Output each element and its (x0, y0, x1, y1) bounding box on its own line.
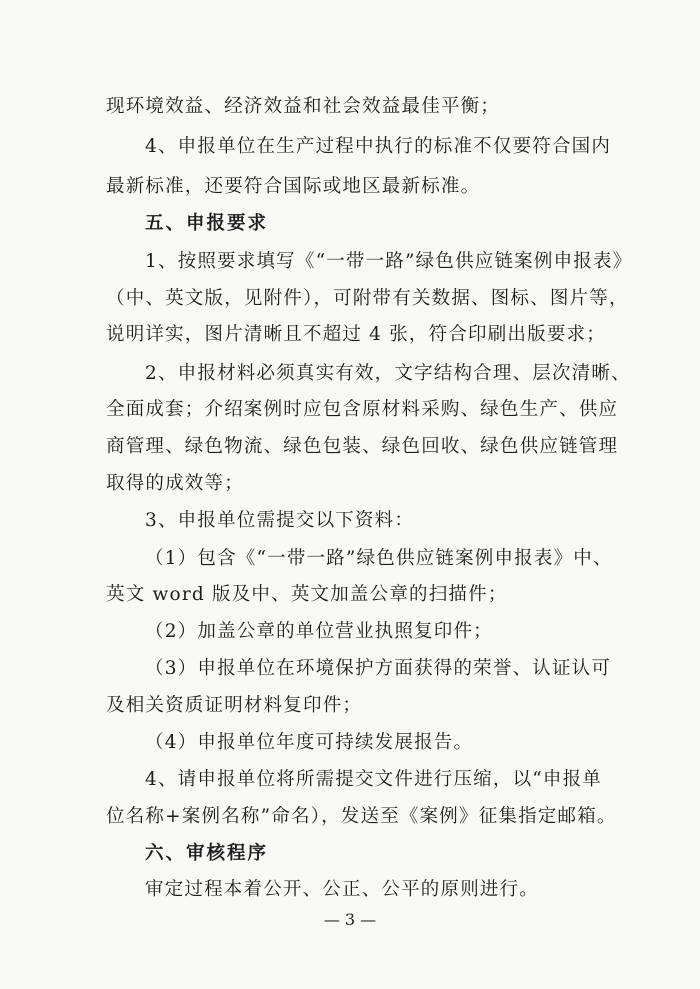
text-line-1: 现环境效益、经济效益和社会效益最佳平衡； (106, 96, 501, 117)
text-line-2: 4、申报单位在生产过程中执行的标准不仅要符合国内 (145, 136, 612, 157)
text-line-3: 最新标准，还要符合国际或地区最新标准。 (106, 176, 481, 197)
text-line-17: 及相关资质证明材料复印件； (106, 695, 363, 716)
text-line-20: 位名称+案例名称”命名），发送至《案例》征集指定邮箱。 (106, 806, 617, 827)
text-line-11: 取得的成效等； (106, 473, 244, 494)
text-line-13: （1）包含《“一带一路”绿色供应链案例申报表》中、 (145, 548, 613, 569)
text-line-15: （2）加盖公章的单位营业执照复印件； (145, 621, 493, 642)
text-line-14: 英文 word 版及中、英文加盖公章的扫描件； (106, 584, 508, 605)
text-line-16: （3）申报单位在环境保护方面获得的荣誉、认证认可 (145, 658, 612, 679)
text-line-9: 全面成套；介绍案例时应包含原材料采购、绿色生产、供应 (106, 399, 619, 420)
text-line-8: 2、申报材料必须真实有效，文字结构合理、层次清晰、 (145, 363, 631, 384)
text-line-19: 4、请申报单位将所需提交文件进行压缩，以“申报单 (145, 769, 603, 790)
text-line-7: 说明详实，图片清晰且不超过 4 张，符合印刷出版要求； (106, 324, 606, 345)
text-line-12: 3、申报单位需提交以下资料： (145, 510, 415, 531)
section-heading-5: 五、申报要求 (145, 213, 269, 234)
text-line-22: 审定过程本着公开、公正、公平的原则进行。 (145, 879, 540, 900)
text-line-5: 1、按照要求填写《“一带一路”绿色供应链案例申报表》 (145, 251, 633, 272)
section-heading-6: 六、审核程序 (145, 843, 269, 864)
text-line-18: （4）申报单位年度可持续发展报告。 (145, 732, 474, 753)
text-line-6: （中、英文版，见附件），可附带有关数据、图标、图片等， (106, 288, 629, 309)
page-number: — 3 — (323, 910, 377, 929)
text-line-10: 商管理、绿色物流、绿色包装、绿色回收、绿色供应链管理 (106, 436, 619, 457)
